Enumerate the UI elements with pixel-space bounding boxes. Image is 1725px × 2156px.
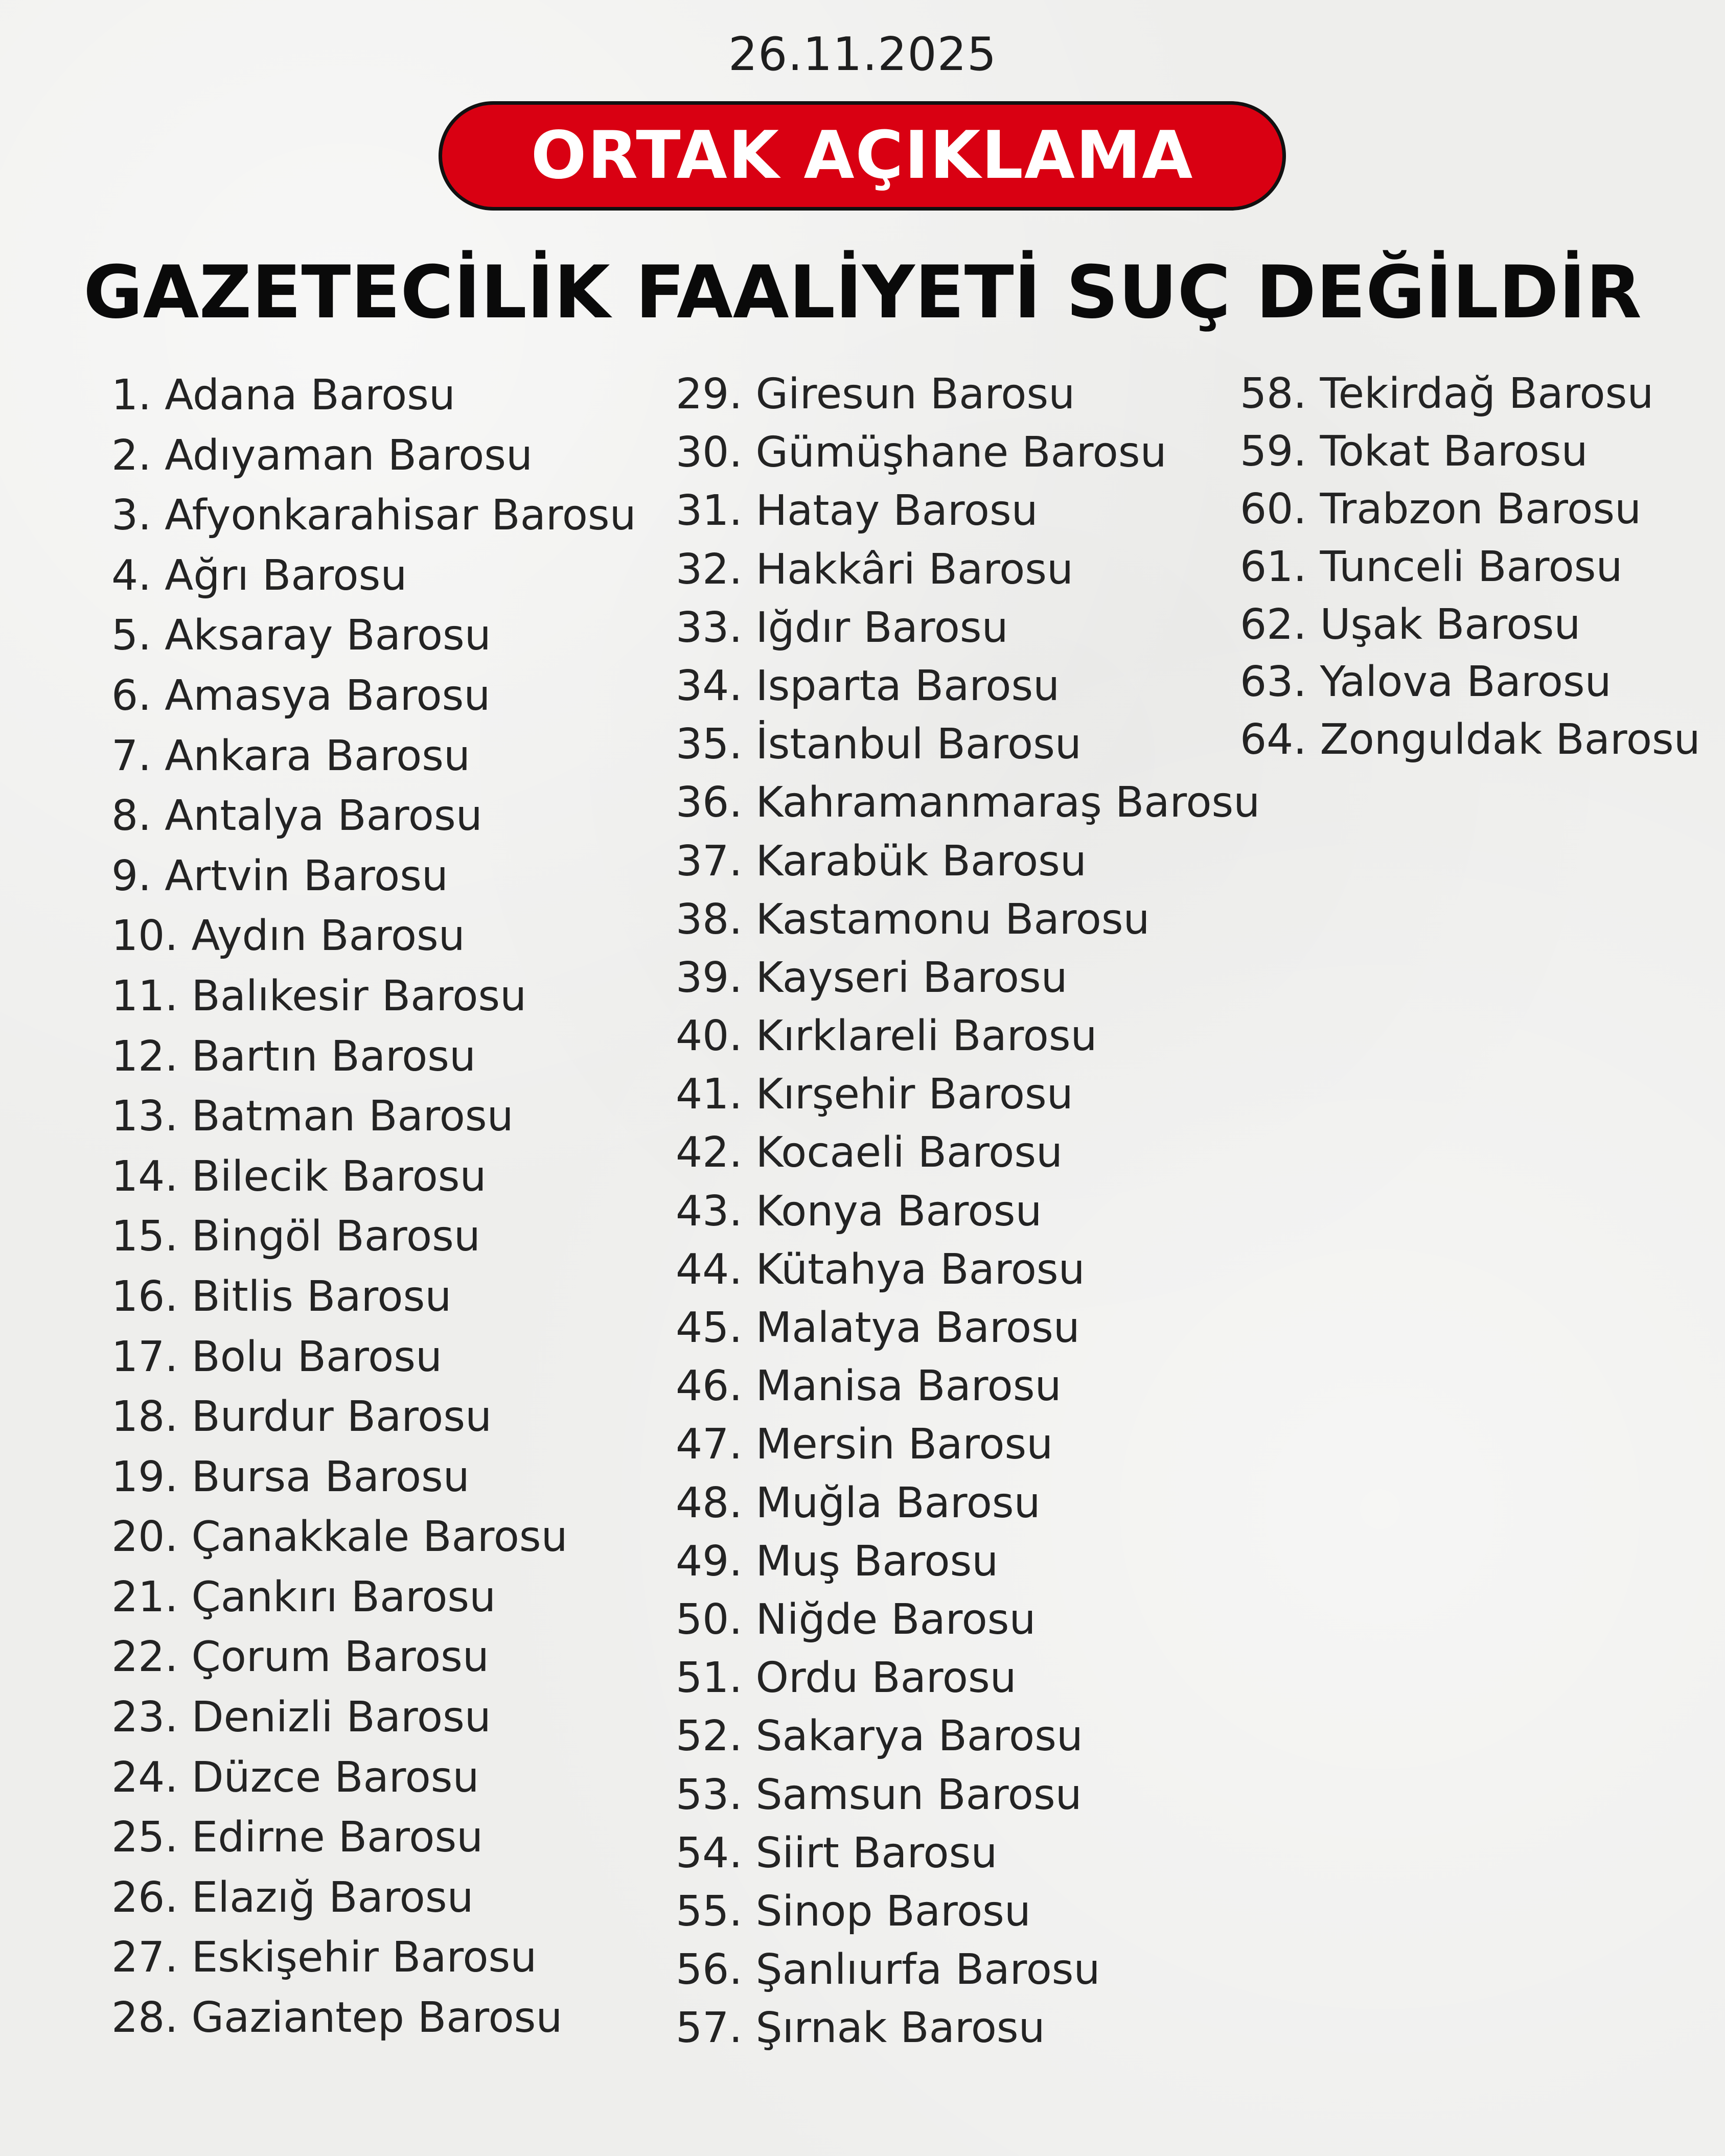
list-item: 37. Karabük Barosu — [676, 837, 1087, 886]
list-item: 4. Ağrı Barosu — [111, 551, 407, 600]
list-item: 51. Ordu Barosu — [676, 1654, 1017, 1703]
list-item: 64. Zonguldak Barosu — [1240, 715, 1700, 764]
list-item: 59. Tokat Barosu — [1240, 427, 1588, 476]
list-item: 36. Kahramanmaraş Barosu — [676, 778, 1260, 827]
list-item: 42. Kocaeli Barosu — [676, 1128, 1063, 1177]
list-item: 3. Afyonkarahisar Barosu — [111, 491, 636, 540]
list-item: 22. Çorum Barosu — [111, 1633, 489, 1682]
list-item: 31. Hatay Barosu — [676, 486, 1038, 536]
list-item: 43. Konya Barosu — [676, 1187, 1042, 1236]
list-item: 17. Bolu Barosu — [111, 1332, 442, 1381]
list-item: 8. Antalya Barosu — [111, 792, 482, 841]
list-item: 63. Yalova Barosu — [1240, 658, 1612, 707]
list-item: 57. Şırnak Barosu — [676, 2004, 1045, 2053]
list-item: 60. Trabzon Barosu — [1240, 484, 1642, 534]
list-item: 9. Artvin Barosu — [111, 851, 448, 900]
list-item: 61. Tunceli Barosu — [1240, 542, 1623, 591]
list-item: 14. Bilecik Barosu — [111, 1152, 487, 1201]
joint-statement-badge — [439, 101, 1286, 211]
list-item: 40. Kırklareli Barosu — [676, 1012, 1097, 1061]
list-item: 32. Hakkâri Barosu — [676, 545, 1073, 594]
list-item: 20. Çanakkale Barosu — [111, 1513, 568, 1562]
list-item: 6. Amasya Barosu — [111, 671, 491, 720]
list-item: 58. Tekirdağ Barosu — [1240, 369, 1654, 418]
list-item: 48. Muğla Barosu — [676, 1478, 1041, 1527]
list-item: 47. Mersin Barosu — [676, 1420, 1053, 1469]
list-item: 33. Iğdır Barosu — [676, 603, 1008, 652]
list-item: 38. Kastamonu Barosu — [676, 895, 1150, 944]
list-item: 16. Bitlis Barosu — [111, 1272, 452, 1321]
list-item: 41. Kırşehir Barosu — [676, 1070, 1073, 1119]
list-item: 28. Gaziantep Barosu — [111, 1993, 563, 2043]
list-item: 26. Elazığ Barosu — [111, 1873, 474, 1922]
list-item: 45. Malatya Barosu — [676, 1304, 1080, 1352]
date-label: 26.11.2025 — [728, 28, 997, 81]
list-item: 2. Adıyaman Barosu — [111, 431, 533, 480]
list-item: 13. Batman Barosu — [111, 1092, 514, 1141]
bar-list-column-1 — [111, 365, 636, 2048]
list-item: 62. Uşak Barosu — [1240, 600, 1581, 649]
list-item: 35. İstanbul Barosu — [676, 720, 1082, 769]
list-item: 25. Edirne Barosu — [111, 1813, 484, 1862]
bar-list-column-3 — [1240, 365, 1700, 769]
list-item: 50. Niğde Barosu — [676, 1595, 1036, 1644]
list-item: 24. Düzce Barosu — [111, 1753, 479, 1802]
list-item: 10. Aydın Barosu — [111, 912, 465, 961]
list-item: 34. Isparta Barosu — [676, 661, 1060, 710]
list-item: 21. Çankırı Barosu — [111, 1572, 496, 1621]
list-item: 27. Eskişehir Barosu — [111, 1933, 537, 1982]
list-item: 49. Muş Barosu — [676, 1537, 999, 1586]
list-item: 29. Giresun Barosu — [676, 370, 1075, 419]
list-item: 54. Siirt Barosu — [676, 1828, 998, 1877]
list-item: 18. Burdur Barosu — [111, 1393, 492, 1442]
list-item: 55. Sinop Barosu — [676, 1887, 1031, 1936]
list-item: 39. Kayseri Barosu — [676, 953, 1068, 1002]
list-item: 12. Bartın Barosu — [111, 1032, 476, 1081]
list-item: 56. Şanlıurfa Barosu — [676, 1945, 1100, 1995]
list-item: 23. Denizli Barosu — [111, 1693, 491, 1742]
headline: GAZETECİLİK FAALİYETİ SUÇ DEĞİLDİR — [83, 250, 1642, 335]
list-item: 15. Bingöl Barosu — [111, 1212, 480, 1261]
list-item: 7. Ankara Barosu — [111, 731, 470, 780]
list-item: 1. Adana Barosu — [111, 371, 455, 420]
list-item: 19. Bursa Barosu — [111, 1452, 470, 1501]
list-item: 46. Manisa Barosu — [676, 1362, 1062, 1411]
bar-list-column-2 — [676, 365, 1260, 2057]
badge-label: ORTAK AÇIKLAMA — [531, 118, 1194, 194]
list-item: 30. Gümüşhane Barosu — [676, 428, 1167, 477]
list-item: 53. Samsun Barosu — [676, 1770, 1082, 1819]
list-item: 11. Balıkesir Barosu — [111, 971, 527, 1021]
list-item: 5. Aksaray Barosu — [111, 611, 491, 660]
list-item: 52. Sakarya Barosu — [676, 1712, 1083, 1761]
list-item: 44. Kütahya Barosu — [676, 1245, 1085, 1294]
